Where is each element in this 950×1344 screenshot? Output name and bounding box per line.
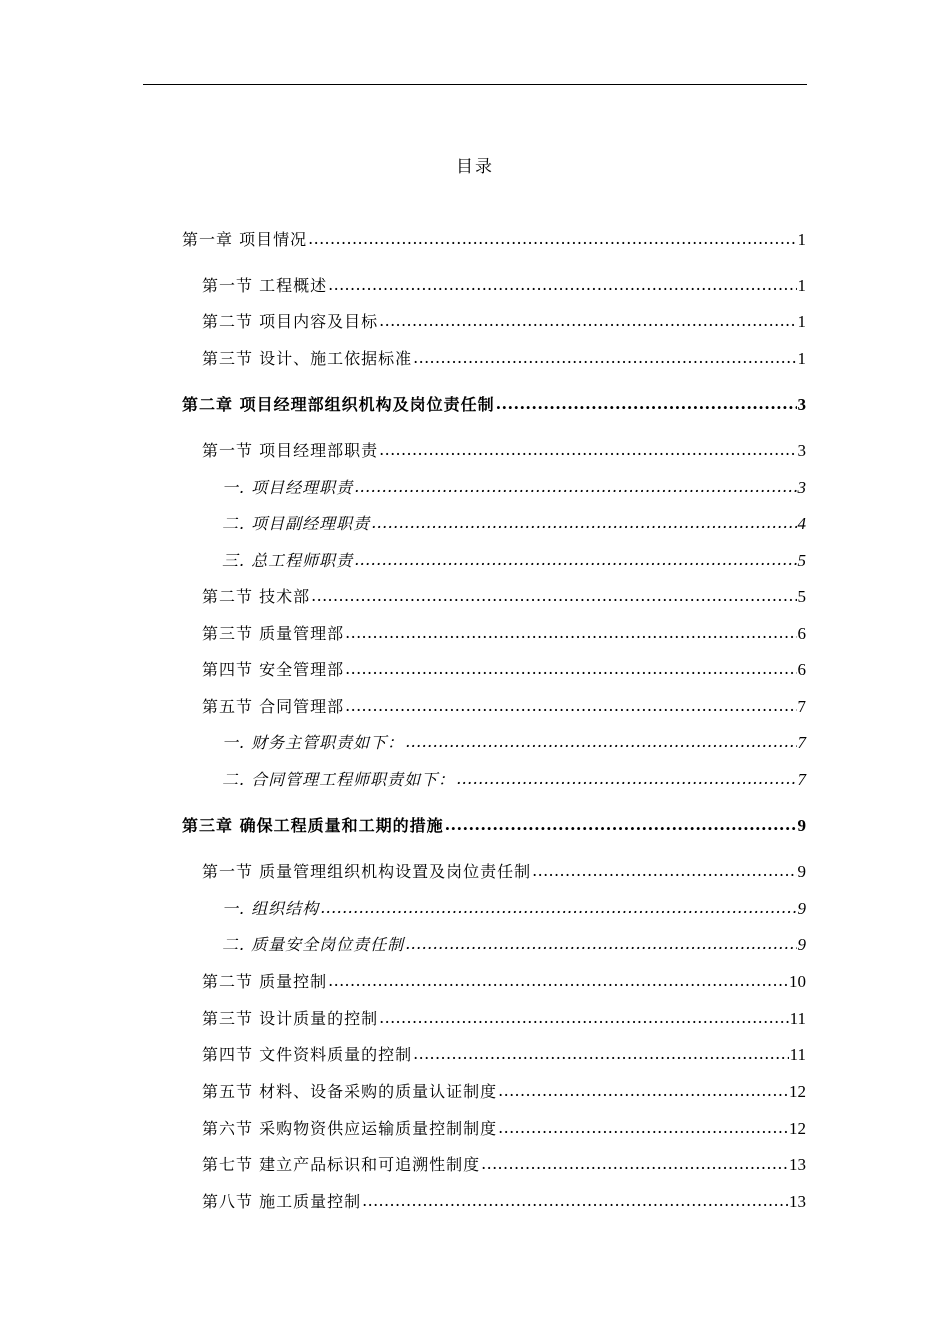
- toc-page-number: 9: [797, 862, 806, 881]
- toc-entry-chapter[interactable]: [182, 228, 806, 252]
- toc-page-number: 9: [797, 935, 806, 954]
- toc-page-number: 1: [797, 349, 806, 368]
- toc-title: 目录: [456, 157, 494, 177]
- toc-entry-item[interactable]: [222, 897, 806, 921]
- toc-leader-dots: [328, 969, 788, 993]
- toc-entry-text: 第一节 质量管理组织机构设置及岗位责任制: [202, 862, 532, 881]
- toc-entry-text: 第四节 安全管理部: [202, 660, 345, 679]
- toc-entry-chapter[interactable]: [182, 814, 806, 838]
- toc-leader-dots: [362, 1189, 788, 1213]
- toc-page-number: 11: [789, 1045, 806, 1064]
- toc-entry-text: 一. 项目经理职责: [222, 478, 354, 497]
- toc-entry-item[interactable]: [222, 549, 806, 573]
- toc-entry-text: 第四节 文件资料质量的控制: [202, 1045, 413, 1064]
- toc-entry-section[interactable]: [202, 1190, 806, 1214]
- toc-entry-text: 二. 合同管理工程师职责如下：: [222, 770, 456, 789]
- toc-leader-dots: [311, 584, 796, 608]
- toc-leader-dots: [320, 896, 796, 920]
- toc-entry-text: 第三章 确保工程质量和工期的措施: [182, 816, 444, 835]
- toc-leader-dots: [354, 475, 796, 499]
- toc-leader-dots: [308, 227, 796, 251]
- toc-leader-dots: [481, 1152, 788, 1176]
- toc-page-number: 7: [797, 770, 806, 789]
- toc-page-number: 12: [789, 1119, 806, 1138]
- toc-leader-dots: [345, 694, 796, 718]
- toc-entry-section[interactable]: [202, 347, 806, 371]
- toc-page-number: 9: [797, 899, 806, 918]
- toc-leader-dots: [445, 813, 797, 837]
- toc-page-number: 1: [797, 312, 806, 331]
- toc-entry-text: 第三节 设计、施工依据标准: [202, 349, 413, 368]
- toc-page-number: 3: [797, 441, 806, 460]
- toc-leader-dots: [405, 730, 796, 754]
- toc-page-number: 6: [797, 624, 806, 643]
- toc-entry-text: 第五节 合同管理部: [202, 697, 345, 716]
- toc-entry-section[interactable]: [202, 1043, 806, 1067]
- toc-page-number: 9: [797, 816, 806, 835]
- toc-page-number: 13: [789, 1192, 806, 1211]
- toc-entry-text: 第三节 设计质量的控制: [202, 1009, 379, 1028]
- toc-leader-dots: [345, 657, 796, 681]
- toc-page-number: 7: [797, 697, 806, 716]
- toc-leader-dots: [405, 932, 796, 956]
- toc-page-number: 6: [797, 660, 806, 679]
- toc-entry-section[interactable]: [202, 1117, 806, 1141]
- toc-leader-dots: [498, 1116, 788, 1140]
- toc-entry-text: 第二节 质量控制: [202, 972, 328, 991]
- toc-page-number: 7: [797, 733, 806, 752]
- toc-entry-text: 一. 财务主管职责如下：: [222, 733, 405, 752]
- toc-entry-text: 第一节 工程概述: [202, 276, 328, 295]
- toc-entry-section[interactable]: [202, 1153, 806, 1177]
- toc-leader-dots: [379, 438, 796, 462]
- toc-entry-item[interactable]: [222, 512, 806, 536]
- toc-entry-section[interactable]: [202, 622, 806, 646]
- toc-entry-chapter[interactable]: [182, 393, 806, 417]
- toc-entry-text: 一. 组织结构: [222, 899, 320, 918]
- toc-leader-dots: [496, 392, 797, 416]
- toc-entry-text: 第二节 技术部: [202, 587, 311, 606]
- toc-leader-dots: [498, 1079, 788, 1103]
- toc-entry-section[interactable]: [202, 970, 806, 994]
- toc-entry-text: 二. 项目副经理职责: [222, 514, 371, 533]
- toc-entry-section[interactable]: [202, 310, 806, 334]
- toc-page-number: 5: [797, 551, 806, 570]
- toc-entry-section[interactable]: [202, 695, 806, 719]
- toc-leader-dots: [354, 548, 796, 572]
- toc-leader-dots: [456, 767, 796, 791]
- toc-page-number: 5: [797, 587, 806, 606]
- toc-entry-section[interactable]: [202, 860, 806, 884]
- toc-entry-section[interactable]: [202, 658, 806, 682]
- toc-leader-dots: [371, 511, 796, 535]
- toc-entry-text: 第六节 采购物资供应运输质量控制制度: [202, 1119, 498, 1138]
- toc-entry-text: 第一章 项目情况: [182, 230, 308, 249]
- toc-entry-text: 第三节 质量管理部: [202, 624, 345, 643]
- toc-entry-text: 三. 总工程师职责: [222, 551, 354, 570]
- toc-entry-text: 二. 质量安全岗位责任制: [222, 935, 405, 954]
- toc-leader-dots: [345, 621, 796, 645]
- toc-entry-item[interactable]: [222, 476, 806, 500]
- toc-entry-section[interactable]: [202, 1080, 806, 1104]
- toc-entry-text: 第二节 项目内容及目标: [202, 312, 379, 331]
- toc-leader-dots: [379, 1006, 789, 1030]
- toc-leader-dots: [413, 1042, 789, 1066]
- toc-leader-dots: [532, 859, 796, 883]
- toc-entry-item[interactable]: [222, 731, 806, 755]
- toc-page-number: 1: [797, 276, 806, 295]
- toc-page-number: 12: [789, 1082, 806, 1101]
- toc-page-number: 1: [797, 230, 806, 249]
- toc-page-number: 4: [797, 514, 806, 533]
- toc-entry-item[interactable]: [222, 768, 806, 792]
- toc-page-number: 3: [797, 395, 806, 414]
- toc-page-number: 3: [797, 478, 806, 497]
- toc-leader-dots: [328, 273, 796, 297]
- toc-entry-section[interactable]: [202, 585, 806, 609]
- toc-page-number: 11: [789, 1009, 806, 1028]
- toc-leader-dots: [413, 346, 796, 370]
- toc-leader-dots: [379, 309, 796, 333]
- toc-entry-section[interactable]: [202, 274, 806, 298]
- toc-entry-text: 第八节 施工质量控制: [202, 1192, 362, 1211]
- toc-entry-item[interactable]: [222, 933, 806, 957]
- toc-page-number: 10: [789, 972, 806, 991]
- toc-entry-text: 第一节 项目经理部职责: [202, 441, 379, 460]
- toc-entry-text: 第二章 项目经理部组织机构及岗位责任制: [182, 395, 495, 414]
- toc-entry-section[interactable]: [202, 1007, 806, 1031]
- toc-page-number: 13: [789, 1155, 806, 1174]
- toc-entry-text: 第七节 建立产品标识和可追溯性制度: [202, 1155, 481, 1174]
- toc-entry-text: 第五节 材料、设备采购的质量认证制度: [202, 1082, 498, 1101]
- toc-entry-section[interactable]: [202, 439, 806, 463]
